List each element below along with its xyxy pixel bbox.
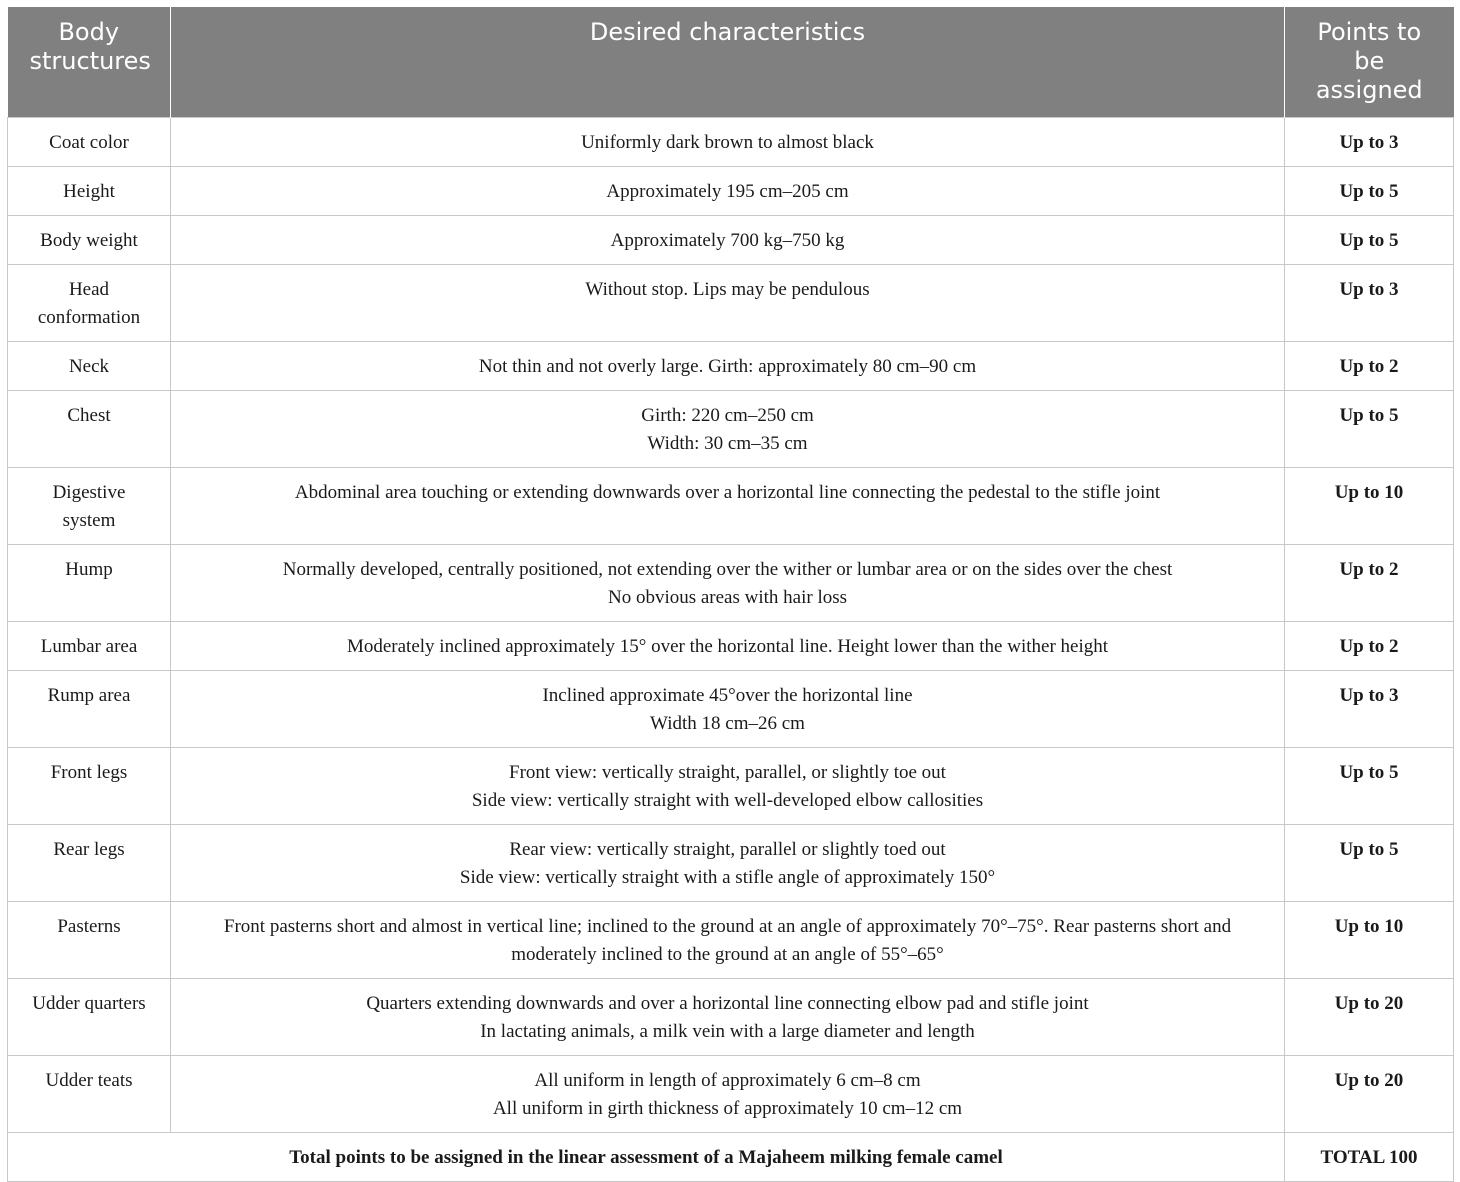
- header-body-structures: Body structures: [8, 7, 171, 118]
- points-cell: Up to 3: [1285, 118, 1454, 167]
- characteristic-line: Side view: vertically straight with a stifle angle of approximately 150°: [459, 867, 996, 888]
- table-row: [8, 391, 1454, 468]
- characteristic-line: Not thin and not overly large. Girth: approximately 80 cm–90 cm: [478, 356, 977, 377]
- characteristics-cell: [171, 622, 1285, 671]
- body-structure-cell: Digestive system: [8, 468, 171, 545]
- characteristics-cell: [171, 902, 1285, 979]
- body-structure-cell: Rump area: [8, 671, 171, 748]
- table-row: [8, 622, 1454, 671]
- total-points: TOTAL 100: [1285, 1133, 1454, 1182]
- table-row: [8, 825, 1454, 902]
- table-body: [8, 118, 1454, 1182]
- characteristics-cell: [171, 979, 1285, 1056]
- characteristic-line: Front pasterns short and almost in vertical line; inclined to the ground at an angle of approximately 70°–75°. Rear pasterns short and moderately inclined to the ground at an angle of 55°–65°: [223, 916, 1232, 965]
- header-desired-characteristics: Desired characteristics: [171, 7, 1285, 118]
- table-row: [8, 545, 1454, 622]
- characteristic-line: Abdominal area touching or extending downwards over a horizontal line connecting the pedestal to the stifle joint: [294, 482, 1161, 503]
- characteristic-line: Side view: vertically straight with well-developed elbow callosities: [471, 790, 984, 811]
- table-row: [8, 468, 1454, 545]
- points-cell: Up to 2: [1285, 622, 1454, 671]
- table-row: [8, 265, 1454, 342]
- points-cell: Up to 3: [1285, 671, 1454, 748]
- points-cell: Up to 5: [1285, 391, 1454, 468]
- points-cell: Up to 10: [1285, 902, 1454, 979]
- characteristic-line: Girth: 220 cm–250 cm: [641, 405, 814, 426]
- characteristic-line: Rear view: vertically straight, parallel or slightly toed out: [509, 839, 946, 860]
- points-cell: Up to 5: [1285, 216, 1454, 265]
- characteristics-cell: [171, 118, 1285, 167]
- body-structure-cell: Coat color: [8, 118, 171, 167]
- body-structure-cell: Udder quarters: [8, 979, 171, 1056]
- body-structure-cell: Height: [8, 167, 171, 216]
- characteristic-line: No obvious areas with hair loss: [607, 587, 848, 608]
- body-structure-cell: Front legs: [8, 748, 171, 825]
- characteristic-line: Front view: vertically straight, parallel, or slightly toe out: [509, 762, 946, 783]
- characteristic-line: Without stop. Lips may be pendulous: [585, 279, 870, 300]
- characteristic-line: Width: 30 cm–35 cm: [647, 433, 808, 454]
- characteristic-line: Approximately 195 cm–205 cm: [606, 181, 849, 202]
- characteristics-cell: [171, 167, 1285, 216]
- characteristic-line: In lactating animals, a milk vein with a large diameter and length: [480, 1021, 975, 1042]
- points-cell: Up to 20: [1285, 979, 1454, 1056]
- body-structure-cell: Rear legs: [8, 825, 171, 902]
- characteristics-cell: [171, 545, 1285, 622]
- characteristic-line: Normally developed, centrally positioned, not extending over the wither or lumbar area or on the sides over the chest: [282, 559, 1173, 580]
- points-cell: Up to 3: [1285, 265, 1454, 342]
- characteristics-cell: [171, 468, 1285, 545]
- body-structure-cell: Udder teats: [8, 1056, 171, 1133]
- points-cell: Up to 20: [1285, 1056, 1454, 1133]
- points-cell: Up to 10: [1285, 468, 1454, 545]
- characteristic-line: Approximately 700 kg–750 kg: [610, 230, 845, 251]
- points-cell: Up to 5: [1285, 825, 1454, 902]
- table-row: [8, 216, 1454, 265]
- table-row: [8, 118, 1454, 167]
- table-row: [8, 902, 1454, 979]
- characteristic-line: All uniform in length of approximately 6 cm–8 cm: [534, 1070, 921, 1091]
- body-structure-cell: Body weight: [8, 216, 171, 265]
- body-structure-cell: Lumbar area: [8, 622, 171, 671]
- characteristics-cell: [171, 216, 1285, 265]
- characteristics-cell: [171, 748, 1285, 825]
- points-cell: Up to 2: [1285, 545, 1454, 622]
- total-label: Total points to be assigned in the linear assessment of a Majaheem milking female camel: [8, 1133, 1285, 1182]
- characteristics-cell: [171, 391, 1285, 468]
- characteristic-line: Moderately inclined approximately 15° over the horizontal line. Height lower than the wither height: [346, 636, 1109, 657]
- characteristics-cell: [171, 265, 1285, 342]
- body-structure-cell: Neck: [8, 342, 171, 391]
- characteristic-line: Quarters extending downwards and over a horizontal line connecting elbow pad and stifle joint: [366, 993, 1089, 1014]
- points-cell: Up to 5: [1285, 748, 1454, 825]
- header-row: [8, 7, 1454, 118]
- characteristic-line: Uniformly dark brown to almost black: [581, 132, 874, 153]
- table-row: [8, 748, 1454, 825]
- table-row: [8, 671, 1454, 748]
- header-points: Points to be assigned: [1285, 7, 1454, 118]
- points-cell: Up to 2: [1285, 342, 1454, 391]
- body-structure-cell: Pasterns: [8, 902, 171, 979]
- table-row: [8, 342, 1454, 391]
- assessment-table: [7, 7, 1454, 1182]
- characteristic-line: Width 18 cm–26 cm: [650, 713, 805, 734]
- body-structure-cell: Hump: [8, 545, 171, 622]
- body-structure-cell: Head conformation: [8, 265, 171, 342]
- table-row: [8, 1056, 1454, 1133]
- characteristic-line: Inclined approximate 45°over the horizontal line: [542, 685, 913, 706]
- total-row: [8, 1133, 1454, 1182]
- body-structure-cell: Chest: [8, 391, 171, 468]
- characteristics-cell: [171, 671, 1285, 748]
- characteristics-cell: [171, 825, 1285, 902]
- characteristics-cell: [171, 342, 1285, 391]
- characteristics-cell: [171, 1056, 1285, 1133]
- table-row: [8, 167, 1454, 216]
- table-row: [8, 979, 1454, 1056]
- characteristic-line: All uniform in girth thickness of approximately 10 cm–12 cm: [492, 1098, 963, 1119]
- points-cell: Up to 5: [1285, 167, 1454, 216]
